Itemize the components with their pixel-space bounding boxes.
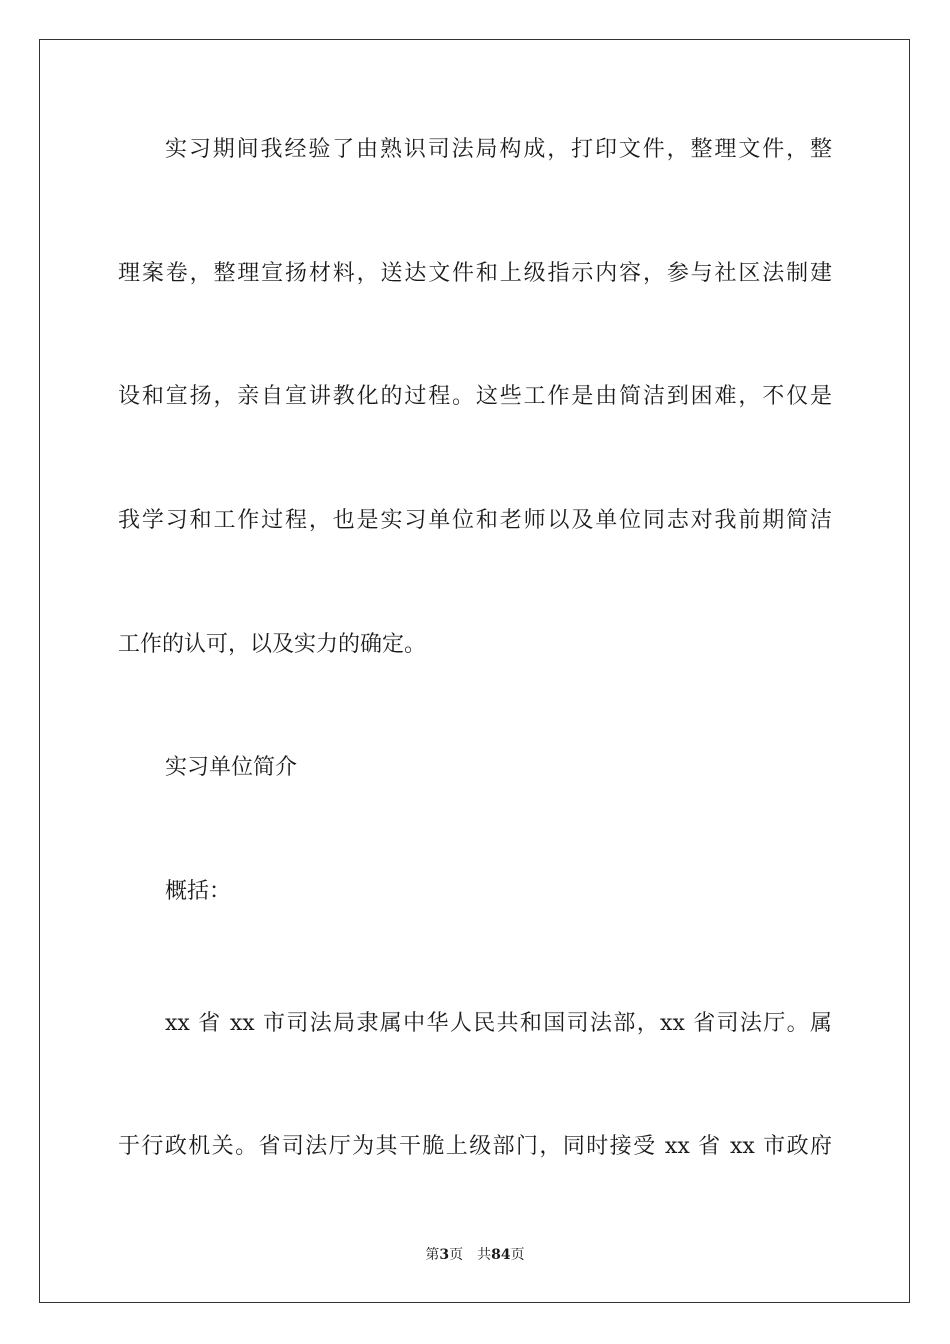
page-total: 84 bbox=[491, 1247, 511, 1263]
page-prefix: 第 bbox=[425, 1247, 440, 1263]
page-footer bbox=[0, 1245, 950, 1265]
paragraph-1-line-5: 工作的认可，以及实力的确定。 bbox=[118, 632, 427, 657]
paragraph-2-line-1: xx 省 xx 市司法局隶属中华人民共和国司法部，xx 省司法厅。属 bbox=[165, 1011, 832, 1036]
paragraph-1-line-1: 实习期间我经验了由熟识司法局构成，打印文件，整理文件，整 bbox=[165, 137, 832, 162]
section-heading: 实习单位简介 bbox=[165, 755, 298, 780]
total-prefix: 共 bbox=[477, 1247, 492, 1263]
paragraph-2-line-2: 于行政机关。省司法厅为其干脆上级部门，同时接受 xx 省 xx 市政府 bbox=[118, 1134, 832, 1159]
paragraph-1-line-2: 理案卷，整理宣扬材料，送达文件和上级指示内容，参与社区法制建 bbox=[118, 261, 832, 286]
page-border bbox=[39, 39, 910, 1303]
paragraph-1-line-3: 设和宣扬，亲自宣讲教化的过程。这些工作是由简洁到困难，不仅是 bbox=[118, 384, 832, 409]
page-suffix: 页 bbox=[449, 1247, 464, 1263]
page-number: 3 bbox=[439, 1247, 450, 1263]
paragraph-1-line-4: 我学习和工作过程，也是实习单位和老师以及单位同志对我前期简洁 bbox=[118, 508, 832, 533]
summary-label: 概括： bbox=[165, 879, 232, 904]
total-suffix: 页 bbox=[510, 1247, 525, 1263]
